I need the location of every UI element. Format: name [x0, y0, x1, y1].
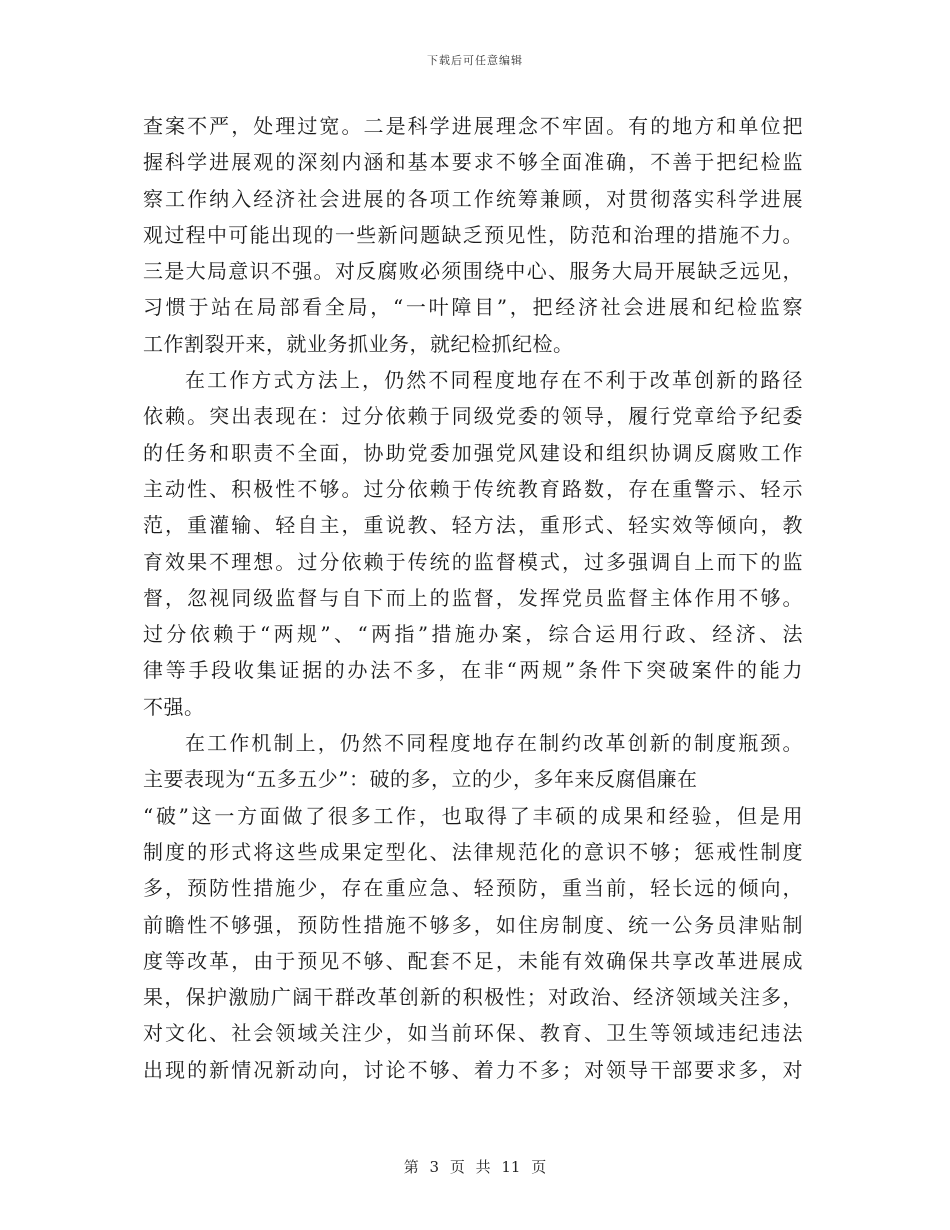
text-line: 育效果不理想。过分依赖于传统的监督模式，过多强调自上而下的监 [143, 549, 803, 574]
text-line: 对文化、社会领域关注少，如当前环保、教育、卫生等领域违纪违法 [143, 1021, 803, 1046]
text-line: 的任务和职责不全面，协助党委加强党风建设和组织协调反腐败工作 [143, 440, 803, 465]
text-line: 在工作机制上，仍然不同程度地存在制约改革创新的制度瓶颈。 [185, 731, 803, 756]
page-footer: 第 3 页 共 11 页 [403, 1158, 547, 1176]
text-line: 在工作方式方法上，仍然不同程度地存在不利于改革创新的路径 [185, 368, 803, 393]
text-line: 主动性、积极性不够。过分依赖于传统教育路数，存在重警示、轻示 [143, 476, 803, 501]
text-line: 主要表现为“五多五少”：破的多，立的少，多年来反腐倡廉在 [143, 767, 698, 792]
text-line: 前瞻性不够强，预防性措施不够多，如住房制度、统一公务员津贴制 [143, 912, 803, 937]
text-line: 度等改革，由于预见不够、配套不足，未能有效确保共享改革进展成 [143, 948, 803, 973]
text-line: 三是大局意识不强。对反腐败必须围绕中心、服务大局开展缺乏远见， [143, 259, 803, 284]
text-line: 工作割裂开来，就业务抓业务，就纪检抓纪检。 [143, 331, 574, 356]
text-line: 依赖。突出表现在：过分依赖于同级党委的领导，履行党章给予纪委 [143, 404, 803, 429]
page-header: 下载后可任意编辑 [427, 54, 523, 67]
text-line: 律等手段收集证据的办法不多，在非“两规”条件下突破案件的能力 [143, 658, 803, 683]
paragraph [143, 108, 803, 362]
text-line: 查案不严，处理过宽。二是科学进展理念不牢固。有的地方和单位把 [143, 114, 803, 138]
text-line: 出现的新情况新动向，讨论不够、着力不多；对领导干部要求多，对 [143, 1057, 803, 1082]
text-line: 习惯于站在局部看全局，“一叶障目”，把经济社会进展和纪检监察 [143, 295, 803, 320]
text-line: 观过程中可能出现的一些新问题缺乏预见性，防范和治理的措施不力。 [143, 222, 803, 247]
text-line: 握科学进展观的深刻内涵和基本要求不够全面准确，不善于把纪检监 [143, 150, 803, 175]
text-line: 果，保护激励广阔干群改革创新的积极性；对政治、经济领域关注多， [143, 985, 803, 1010]
text-line: 督，忽视同级监督与自下而上的监督，发挥党员监督主体作用不够。 [143, 585, 803, 610]
text-line: 制度的形式将这些成果定型化、法律规范化的意识不够；惩戒性制度 [143, 839, 803, 864]
paragraph [143, 725, 803, 1088]
text-line: 不强。 [143, 694, 205, 719]
text-line: 范，重灌输、轻自主，重说教、轻方法，重形式、轻实效等倾向，教 [143, 513, 803, 538]
text-line: 察工作纳入经济社会进展的各项工作统筹兼顾，对贯彻落实科学进展 [143, 186, 803, 211]
paragraph [143, 362, 803, 725]
text-line: 多，预防性措施少，存在重应急、轻预防，重当前，轻长远的倾向， [143, 876, 803, 901]
document-body [143, 108, 803, 1088]
text-line: “破”这一方面做了很多工作，也取得了丰硕的成果和经验，但是用 [143, 803, 803, 828]
text-line: 过分依赖于“两规”、“两指”措施办案，综合运用行政、经济、法 [143, 622, 803, 647]
